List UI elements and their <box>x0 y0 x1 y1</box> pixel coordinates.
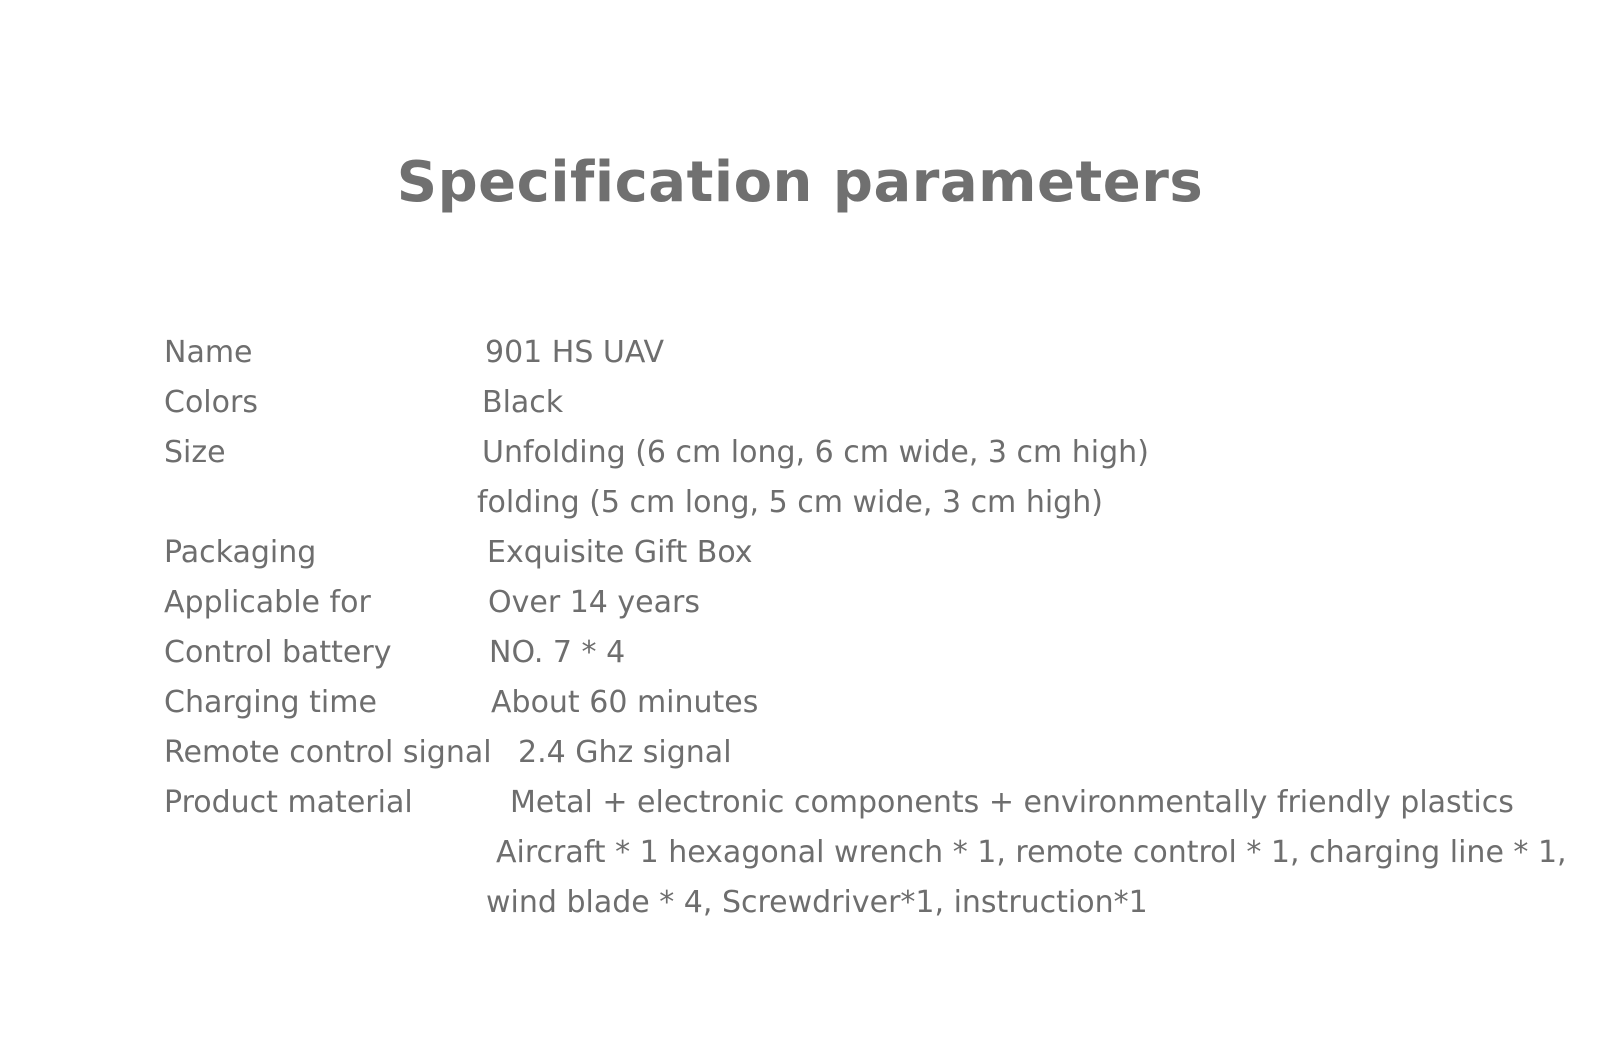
spec-value-control-battery: NO. 7 * 4 <box>489 635 626 670</box>
spec-value-size-folding: folding (5 cm long, 5 cm wide, 3 cm high) <box>477 485 1103 520</box>
spec-label-applicable-for: Applicable for <box>164 585 371 620</box>
spec-value-package-contents-line2: wind blade * 4, Screwdriver*1, instruction*1 <box>486 885 1148 920</box>
spec-label-control-battery: Control battery <box>164 635 392 670</box>
spec-label-packaging: Packaging <box>164 535 317 570</box>
spec-value-name: 901 HS UAV <box>485 335 665 370</box>
spec-value-applicable-for: Over 14 years <box>488 585 700 620</box>
spec-row-colors <box>0 378 1600 428</box>
spec-value-packaging: Exquisite Gift Box <box>487 535 753 570</box>
spec-row-control-battery <box>0 628 1600 678</box>
spec-row-product-material <box>0 778 1600 828</box>
spec-label-product-material: Product material <box>164 785 413 820</box>
spec-row-name <box>0 328 1600 378</box>
spec-value-remote-control-signal: 2.4 Ghz signal <box>518 735 732 770</box>
spec-row-package-contents-continued <box>0 878 1600 928</box>
spec-label-charging-time: Charging time <box>164 685 377 720</box>
spec-row-package-contents <box>0 828 1600 878</box>
page-title: Specification parameters <box>396 150 1204 215</box>
spec-row-applicable-for <box>0 578 1600 628</box>
spec-row-charging-time <box>0 678 1600 728</box>
spec-row-size <box>0 428 1600 478</box>
spec-value-size-unfolding: Unfolding (6 cm long, 6 cm wide, 3 cm high) <box>482 435 1149 470</box>
spec-row-packaging <box>0 528 1600 578</box>
spec-label-size: Size <box>164 435 226 470</box>
spec-label-remote-control-signal: Remote control signal <box>164 735 492 770</box>
spec-value-product-material: Metal + electronic components + environmentally friendly plastics <box>510 785 1514 820</box>
spec-value-colors: Black <box>482 385 564 420</box>
spec-value-package-contents-line1: Aircraft * 1 hexagonal wrench * 1, remote control * 1, charging line * 1, <box>496 835 1567 870</box>
spec-row-size-continued <box>0 478 1600 528</box>
spec-row-remote-control-signal <box>0 728 1600 778</box>
spec-label-name: Name <box>164 335 253 370</box>
spec-label-colors: Colors <box>164 385 258 420</box>
spec-value-charging-time: About 60 minutes <box>491 685 759 720</box>
